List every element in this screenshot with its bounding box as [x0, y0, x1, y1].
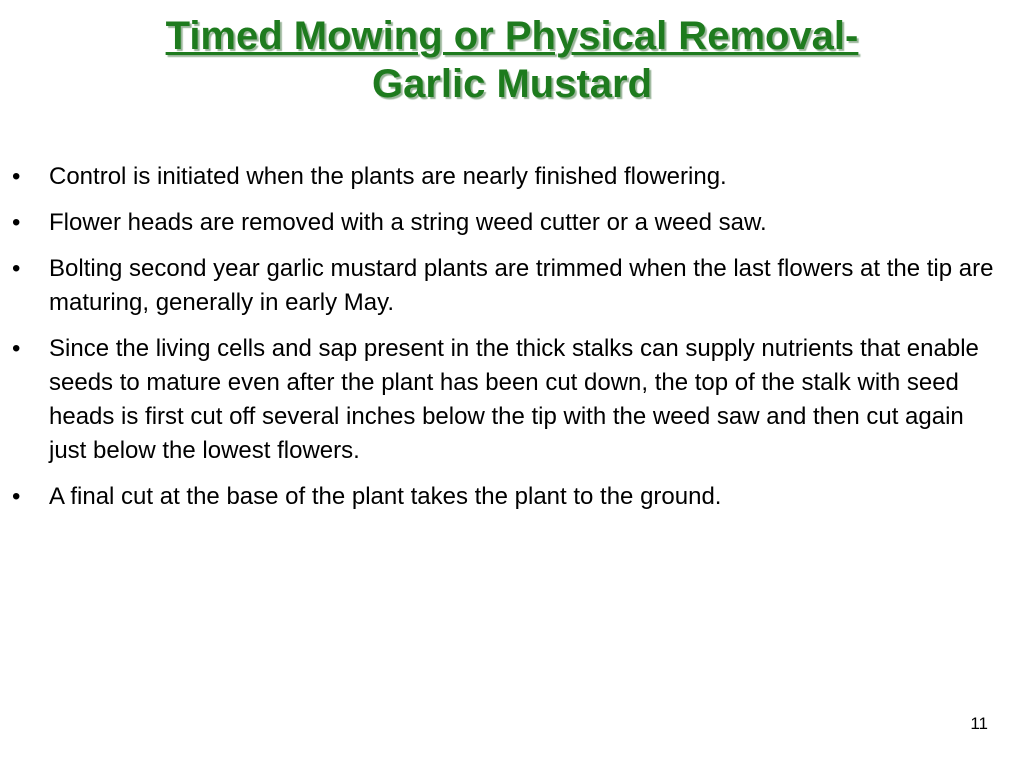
bullet-text: Flower heads are removed with a string weed cutter or a weed saw. — [49, 209, 767, 236]
bullet-list — [0, 160, 1024, 526]
slide-title-line-1: Timed Mowing or Physical Removal- — [165, 14, 859, 58]
bullet-marker: • — [12, 163, 21, 190]
bullet-item — [0, 206, 1024, 240]
bullet-item — [0, 252, 1024, 320]
bullet-item — [0, 480, 1024, 514]
page-number: 11 — [970, 714, 988, 733]
bullet-item — [0, 332, 1024, 468]
slide-title-line-2: Garlic Mustard — [371, 62, 653, 106]
bullet-text: A final cut at the base of the plant takes the plant to the ground. — [49, 483, 722, 510]
bullet-text: Since the living cells and sap present in the thick stalks can supply nutrients that enable seeds to mature even after the plant has been cut down, the top of the stalk with seed heads is first cut off several inches below the tip with the weed saw and then cut again just below the lowest flowers. — [49, 335, 979, 464]
bullet-marker: • — [12, 209, 21, 236]
bullet-marker: • — [12, 255, 21, 282]
bullet-text: Bolting second year garlic mustard plants are trimmed when the last flowers at the tip are maturing, generally in early May. — [49, 255, 994, 316]
bullet-item — [0, 160, 1024, 194]
bullet-marker: • — [12, 335, 21, 362]
bullet-text: Control is initiated when the plants are nearly finished flowering. — [49, 163, 727, 190]
bullet-marker: • — [12, 483, 21, 510]
slide-title — [0, 12, 1024, 108]
